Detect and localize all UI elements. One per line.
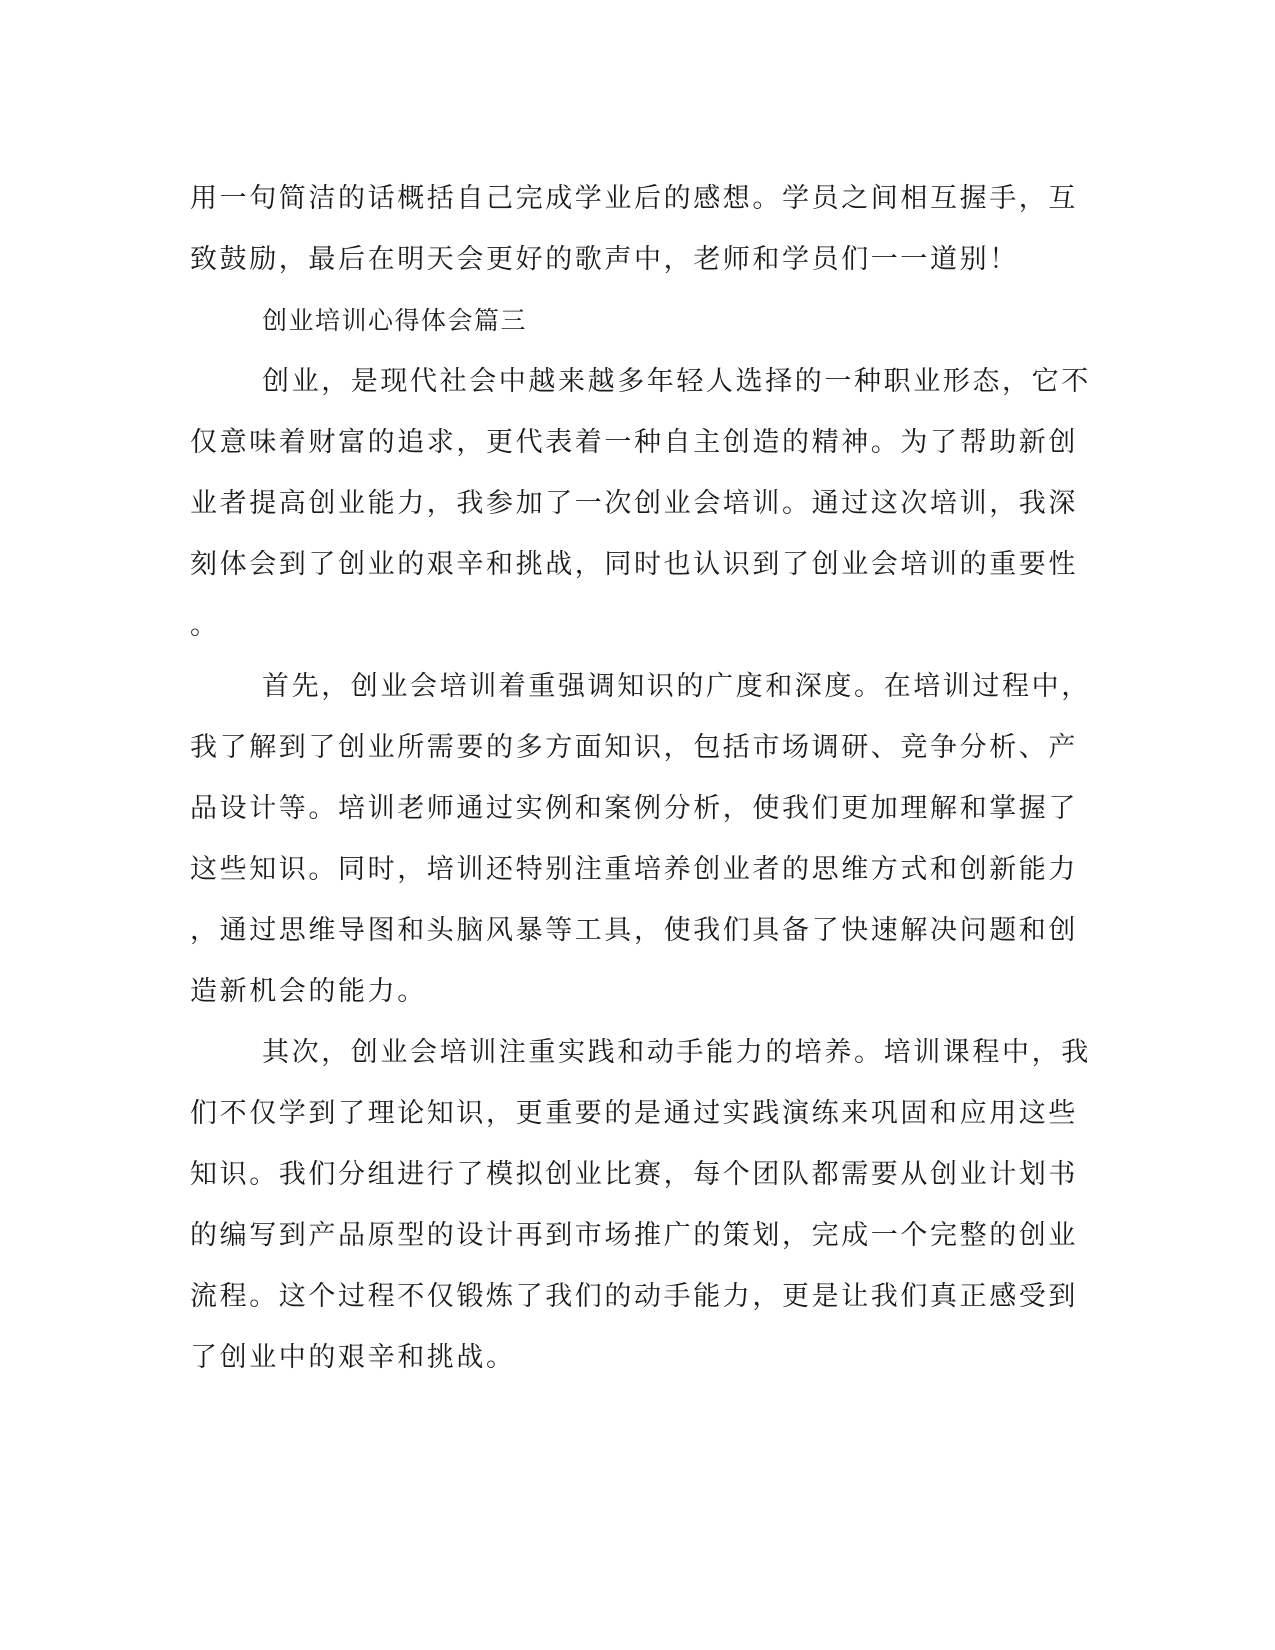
text-line: 这些知识。同时，培训还特别注重培养创业者的思维方式和创新能力 [190,854,1078,885]
paragraph-1 [190,351,1091,656]
text-line: ，通过思维导图和头脑风暴等工具，使我们具备了快速解决问题和创 [190,915,1078,946]
text-line: 知识。我们分组进行了模拟创业比赛，每个团队都需要从创业计划书 [190,1159,1078,1190]
text-line: 我了解到了创业所需要的多方面知识，包括市场调研、竞争分析、产 [190,732,1078,763]
text-line: 创业，是现代社会中越来越多年轻人选择的一种职业形态，它不 [262,366,1091,397]
text-line: 了创业中的艰辛和挑战。 [190,1342,516,1373]
text-line: 流程。这个过程不仅锻炼了我们的动手能力，更是让我们真正感受到 [190,1281,1078,1312]
carryover-paragraph [190,168,1078,290]
text-line: 造新机会的能力。 [190,976,427,1007]
text-line: 的编写到产品原型的设计再到市场推广的策划，完成一个完整的创业 [190,1220,1078,1251]
text-line: 们不仅学到了理论知识，更重要的是通过实践演练来巩固和应用这些 [190,1098,1078,1129]
text-line: 刻体会到了创业的艰辛和挑战，同时也认识到了创业会培训的重要性 [190,549,1078,580]
text-line: 其次，创业会培训注重实践和动手能力的培养。培训课程中，我 [262,1037,1091,1068]
document-body [190,168,1091,1388]
text-line: 致鼓励，最后在明天会更好的歌声中，老师和学员们一一道别！ [190,244,1019,275]
text-line: 首先，创业会培训着重强调知识的广度和深度。在培训过程中， [262,671,1091,702]
text-line: 业者提高创业能力，我参加了一次创业会培训。通过这次培训，我深 [190,488,1078,519]
paragraph-3 [190,1022,1091,1388]
text-line: 用一句简洁的话概括自己完成学业后的感想。学员之间相互握手，互 [190,183,1078,214]
paragraph-2 [190,656,1091,1022]
text-line: 仅意味着财富的追求，更代表着一种自主创造的精神。为了帮助新创 [190,427,1078,458]
text-line: 。 [190,610,220,641]
section-heading: 创业培训心得体会篇三 [262,306,528,335]
text-line: 品设计等。培训老师通过实例和案例分析，使我们更加理解和掌握了 [190,793,1078,824]
